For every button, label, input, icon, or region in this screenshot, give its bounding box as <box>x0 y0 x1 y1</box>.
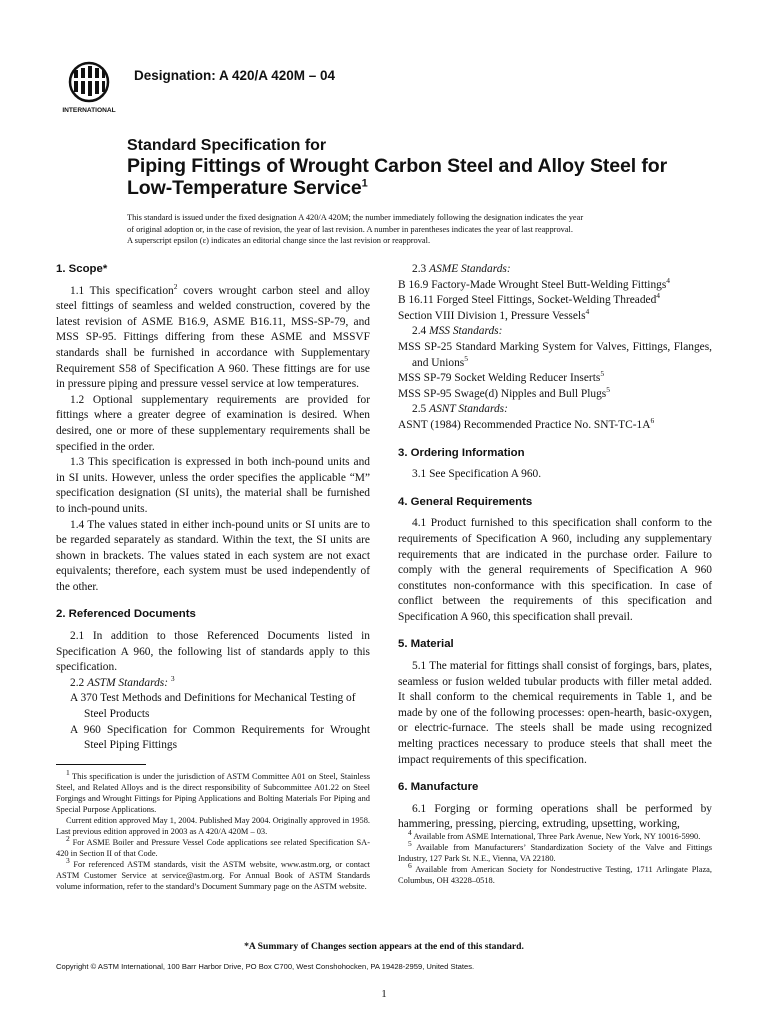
paragraph-1-1: 1.1 This specification$^2$ covers wrought carbon steel and alloy steel fittings of seamless and welded construction, covered by the latest revision of ASME B16.9, ASME B16.11, MSS-SP-79, and MSS SP-95. Fittings differing from these ASME and MSSVF standards shall be furnished in accordance with Supplementary Requirement S58 of Specification A 960. These fittings are for use in pressure piping and pressure vessel service at low temperatures. <box>56 281 371 391</box>
paragraph-6-1: 6.1 Forging or forming operations shall be performed by hammering, pressing, piercing, extruding, upsetting, working, <box>398 802 712 831</box>
left-column <box>56 262 370 754</box>
paragraph-2-2: 2.2 ASTM Standards: $^3$ <box>70 674 175 689</box>
notice-line: This standard is issued under the fixed designation A 420/A 420M; the number immediately following the designation indicates the year <box>127 213 584 222</box>
title-pre: Standard Specification for <box>127 137 327 154</box>
section-heading-general: 4. General Requirements <box>398 495 533 508</box>
reference-b16-11: B 16.11 Forged Steel Fittings, Socket-Welding Threaded$^4$ <box>398 291 661 307</box>
paragraph-1-2: 1.2 Optional supplementary requirements are provided for fittings where a greater degree of examination is desired. When desired, one or more of these supplementary requirements shall be specified in the order. <box>56 393 370 453</box>
notice-line: of original adoption or, in the case of revision, the year of last revision. A number in parentheses indicates the year of last reapproval. <box>127 224 573 234</box>
page-number: 1 <box>381 988 387 1000</box>
paragraph-2-4: 2.4 MSS Standards: <box>412 325 503 338</box>
title-block <box>127 136 727 199</box>
reference-section-viii: Section VIII Division 1, Pressure Vessels$^4$ <box>398 306 590 322</box>
paragraph-2-1: 2.1 In addition to those Referenced Documents listed in Specification A 960, the following list of standards apply to this specification. <box>56 630 370 674</box>
title-footnote-mark: 1 <box>361 177 368 190</box>
footnote-1: $^1$ This specification is under the jurisdiction of ASTM Committee A01 on Steel, Stainless Steel, and Related Alloys and is the direct responsibility of Subcommittee A01.22 on Steel Forgings and Wrought Fittings for Piping Applications and Bolting Materials For Piping and Special Purpose Applications. <box>56 768 370 814</box>
reference-a370: A 370 Test Methods and Definitions for Mechanical Testing of Steel Products <box>70 692 356 721</box>
paragraph-1-4: 1.4 The values stated in either inch-pound units or SI units are to be regarded separately as standard. Within the text, the SI units are shown in brackets. The values stated in each system are not exact equivalents; therefore, each system must be used independently of the other. <box>56 518 370 593</box>
footnote-1-edition: Current edition approved May 1, 2004. Published May 2004. Originally approved in 1958. Last previous edition approved in 2003 as A 420/A 420M – 03. <box>56 816 370 836</box>
footnote-5: $^5$ Available from Manufacturers’ Standardization Society of the Valve and Fittings Industry, 127 Park St. N.E., Vienna, VA 22180. <box>398 839 712 863</box>
section-heading-ordering: 3. Ordering Information <box>398 446 525 459</box>
paragraph-2-3: 2.3 ASME Standards: <box>412 263 511 275</box>
reference-a960: A 960 Specification for Common Requirements for Wrought Steel Piping Fittings <box>70 723 370 752</box>
summary-of-changes-note: *A Summary of Changes section appears at the end of this standard. <box>244 941 524 952</box>
astm-logo <box>56 56 122 116</box>
reference-sp-25: MSS SP-25 Standard Marking System for Valves, Fittings, Flanges, and Unions$^5$ <box>398 340 712 369</box>
footnote-2: $^2$ For ASME Boiler and Pressure Vessel Code applications see related Specification SA-420 in Section II of that Code. <box>56 834 370 858</box>
reference-b16-9: B 16.9 Factory-Made Wrought Steel Butt-Welding Fittings$^4$ <box>398 275 671 291</box>
paragraph-4-1: 4.1 Product furnished to this specification shall conform to the requirements of Specification A 960, including any supplementary requirements that are indicated in the purchase order. Failure to comply with the general requirements of Specification A 960 constitutes non-conformance with this specification. In case of conflict between the requirements of this specification and Specification A 960, this specification shall prevail. <box>398 517 712 623</box>
footnotes-right <box>398 828 712 886</box>
reference-sp-79: MSS SP-79 Socket Welding Reducer Inserts$^5$ <box>398 369 605 385</box>
title-line-2 <box>127 177 727 199</box>
designation: Designation: A 420/A 420M – 04 <box>134 68 336 83</box>
standard-notice <box>127 212 707 247</box>
paragraph-1-3: 1.3 This specification is expressed in both inch-pound units and in SI units. However, unless the order specifies the applicable “M” specification designation (SI units), the material shall be furnished to inch-pound units. <box>56 456 370 515</box>
section-heading-referenced-documents: 2. Referenced Documents <box>56 608 196 621</box>
title-line-1: Piping Fittings of Wrought Carbon Steel and Alloy Steel for <box>127 155 668 177</box>
paragraph-2-5: 2.5 ASNT Standards: <box>412 403 508 416</box>
title-line-2-text: Low-Temperature Service <box>127 177 362 199</box>
paragraph-3-1: 3.1 See Specification A 960. <box>412 468 542 481</box>
footnote-4: $^4$ Available from ASME International, Three Park Avenue, New York, NY 10016-5990. <box>408 828 701 841</box>
footnote-3: $^3$ For referenced ASTM standards, visit the ASTM website, www.astm.org, or contact ASTM Customer Service at service@astm.org. For Annual Book of ASTM Standards volume information, refer to the standard’s Document Summary page on the ASTM website. <box>56 856 370 891</box>
section-heading-scope: 1. Scope* <box>56 263 108 275</box>
notice-line: A superscript epsilon (ε) indicates an editorial change since the last revision or reapproval. <box>127 236 431 246</box>
section-heading-manufacture: 6. Manufacture <box>398 781 479 794</box>
right-column <box>398 262 712 833</box>
reference-asnt: ASNT (1984) Recommended Practice No. SNT-$TC-1A^6$ <box>398 416 655 431</box>
logo-sub-text: INTERNATIONAL <box>62 107 116 114</box>
copyright: Copyright © ASTM International, 100 Barr Harbor Drive, PO Box C700, West Conshohocken, PA 19428-2959, United States. <box>56 962 475 971</box>
paragraph-5-1: 5.1 The material for fittings shall consist of forgings, bars, plates, seamless or fusion welded tubular products with filler metal added. It shall conform to the chemical requirements in Table 1, and be made by one of the following processes: open-hearth, basic-oxygen, or electric-furnace. The steels shall be made using recognized melting practices necessary to produce steels that shall meet the impact requirements of this specification. <box>398 660 712 766</box>
footnote-rule <box>56 764 146 765</box>
reference-sp-95: MSS SP-95 Swage(d) Nipples and Bull Plugs$^5$ <box>398 384 610 400</box>
section-heading-material: 5. Material <box>398 638 454 651</box>
footnotes-left <box>56 764 370 892</box>
footnote-6: $^6$ Available from American Society for Nondestructive Testing, 1711 Arlingate Plaza, Columbus, OH 43228–0518. <box>398 861 712 885</box>
